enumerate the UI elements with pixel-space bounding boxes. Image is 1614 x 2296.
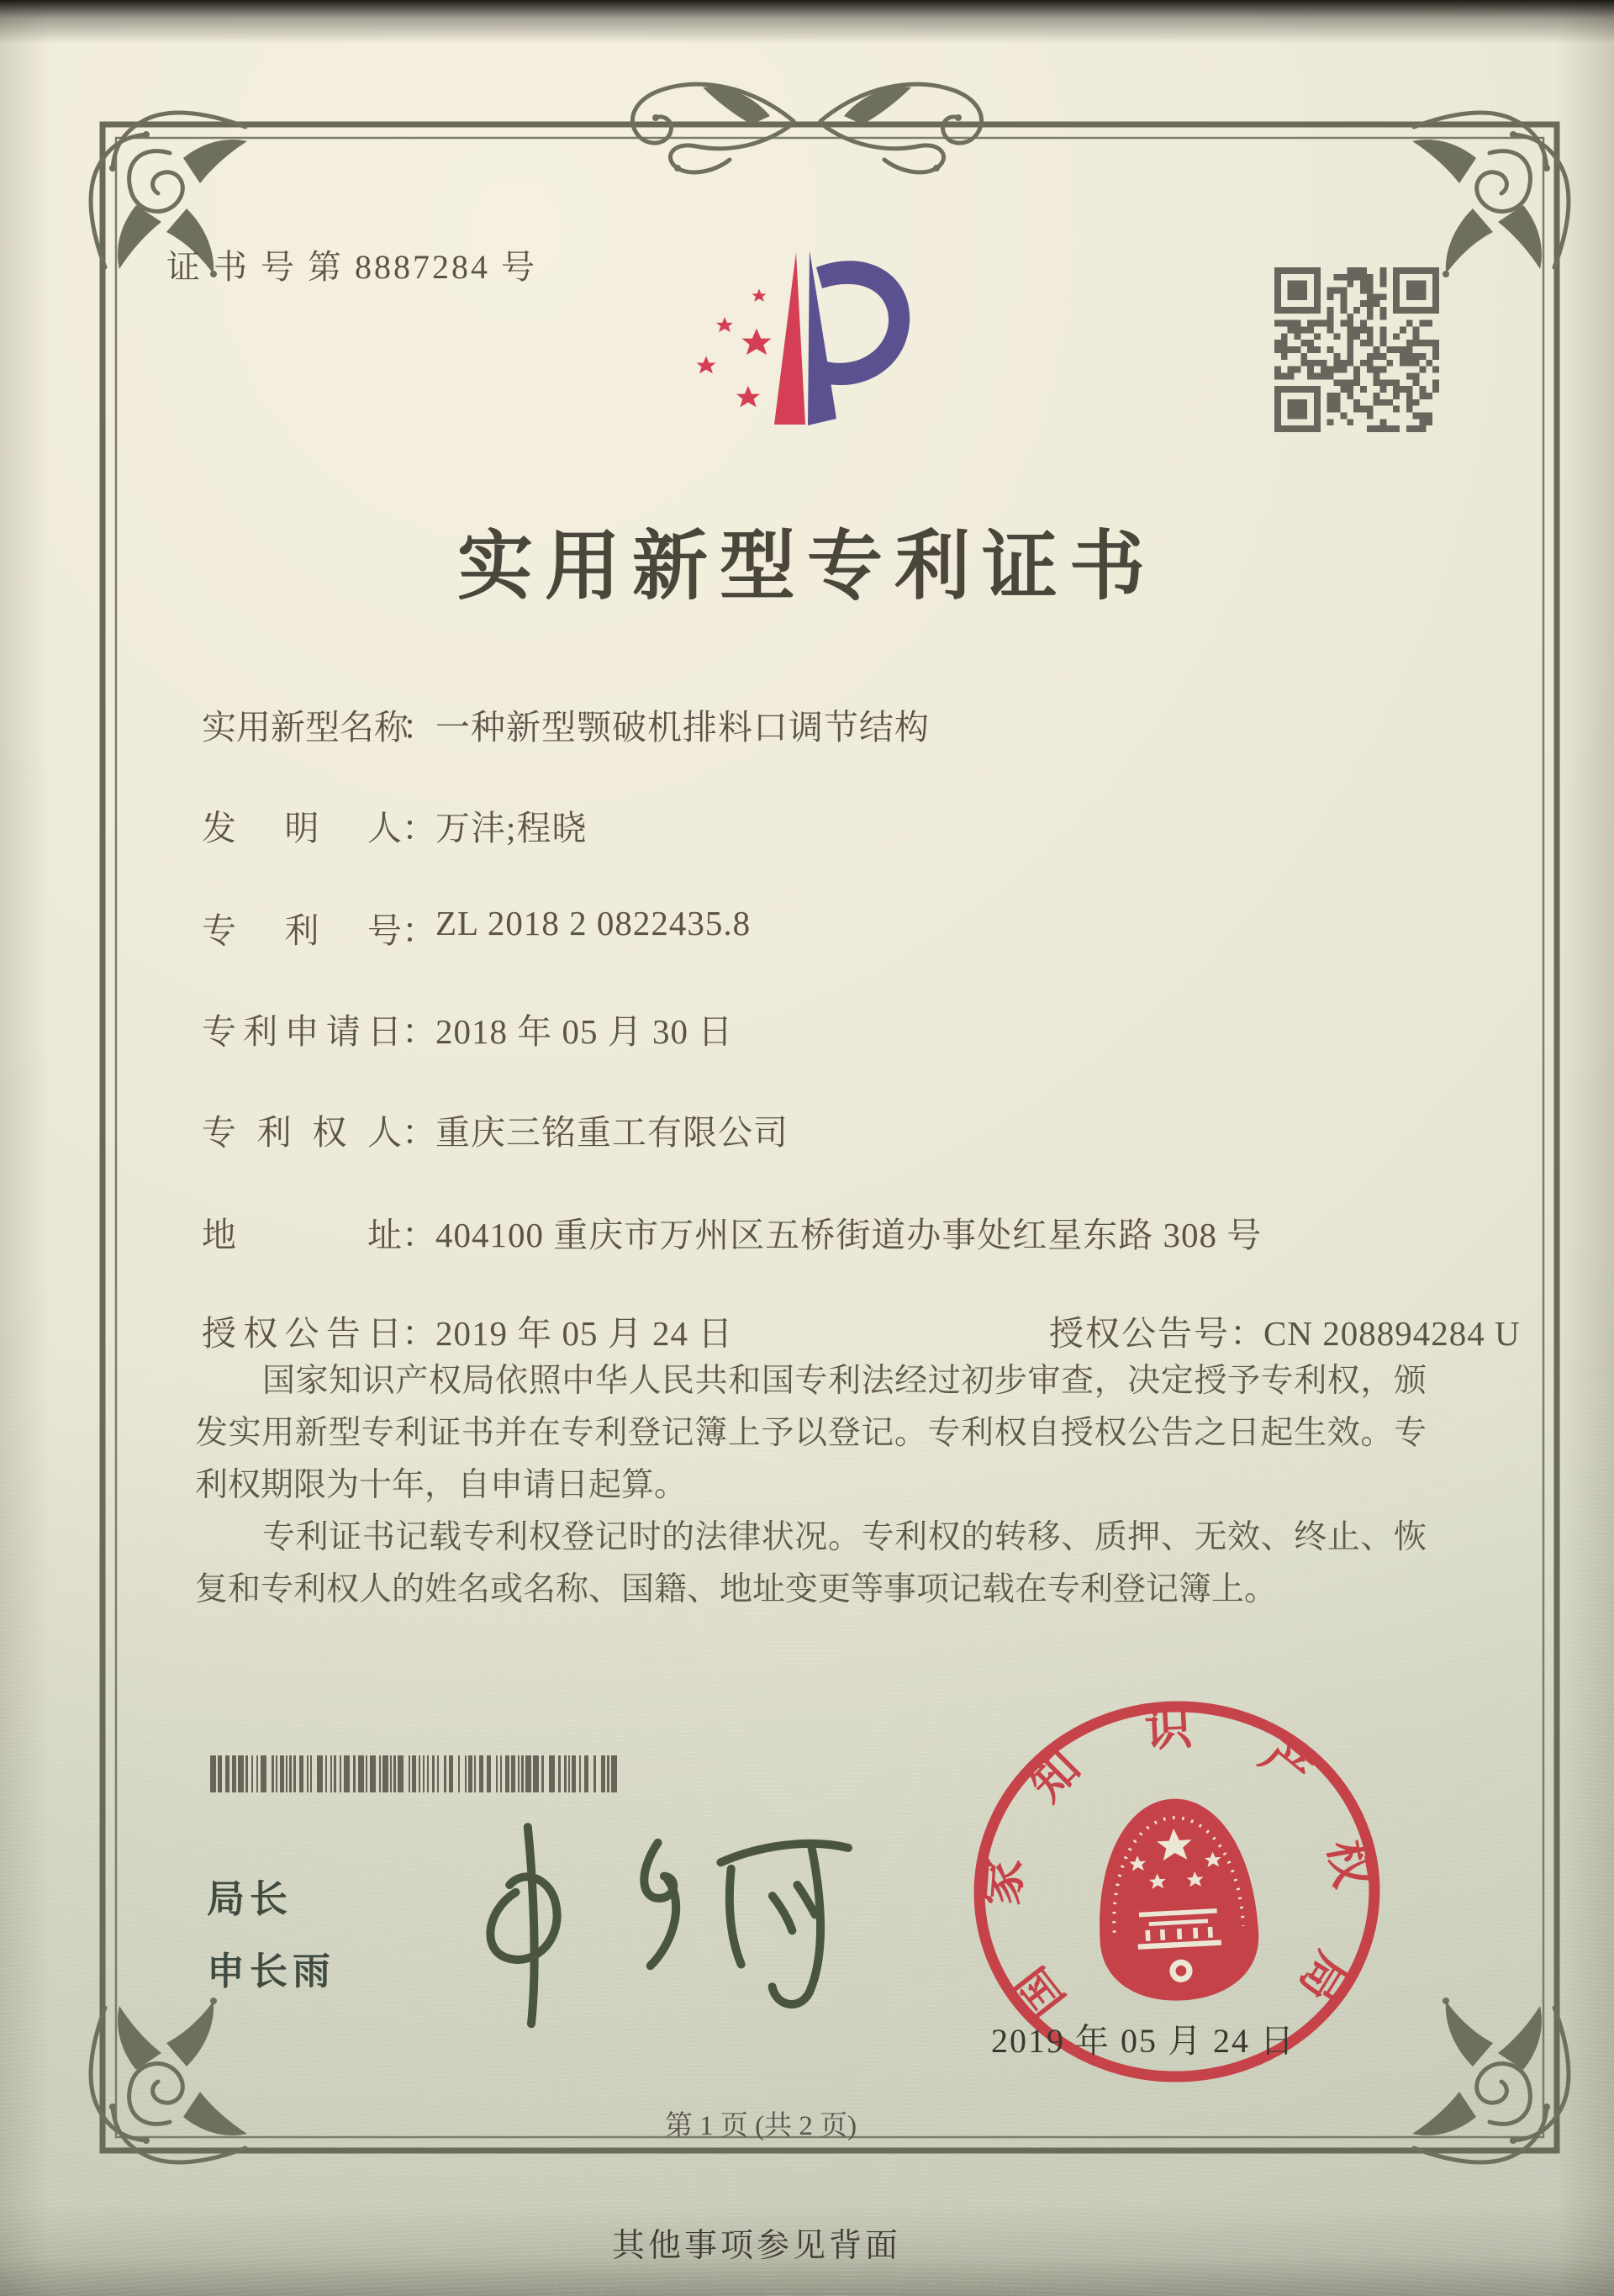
svg-text:权: 权 bbox=[1318, 1836, 1378, 1892]
field-value: ZL 2018 2 0822435.8 bbox=[435, 904, 752, 942]
top-center-ornament-icon bbox=[820, 84, 982, 172]
svg-text:产: 产 bbox=[1251, 1729, 1321, 1800]
field-label: 实用新型名称 bbox=[202, 708, 409, 747]
field-colon: ： bbox=[402, 1113, 436, 1152]
page-number: 第 1 页 (共 2 页) bbox=[664, 2111, 857, 2141]
field-label: 发明人 bbox=[202, 809, 402, 847]
field-colon: ： bbox=[1230, 1314, 1264, 1353]
field-label: 专利申请日 bbox=[202, 1012, 402, 1051]
field-row-filing-date bbox=[202, 1004, 733, 1053]
director-name: 申长雨 bbox=[207, 1950, 336, 1993]
svg-text:国: 国 bbox=[1005, 1956, 1075, 2027]
national-emblem-icon bbox=[1093, 1795, 1262, 2005]
director-signature bbox=[433, 1792, 878, 2059]
field-row-address bbox=[202, 1207, 1262, 1257]
field-label: 授权公告号 bbox=[1049, 1314, 1230, 1353]
body-paragraph-2: 专利证书记载专利权登记时的法律状况。专利权的转移、质押、无效、终止、恢复和专利权人的姓名或名称、国籍、地址变更等事项记载在专利登记簿上。 bbox=[195, 1519, 1427, 1607]
top-center-ornament-icon bbox=[632, 84, 794, 172]
field-value: CN 208894284 U bbox=[1263, 1314, 1521, 1353]
grant-announcement-number bbox=[1049, 1306, 1521, 1355]
field-label: 授权公告日 bbox=[202, 1314, 402, 1353]
svg-text:局: 局 bbox=[1289, 1943, 1358, 2011]
field-colon: ： bbox=[402, 1012, 436, 1051]
field-row-inventor bbox=[202, 800, 587, 850]
field-colon: ： bbox=[402, 708, 436, 747]
field-label: 专利权人 bbox=[202, 1113, 402, 1152]
field-colon: ： bbox=[402, 911, 436, 950]
field-value: 2018 年 05 月 30 日 bbox=[435, 1012, 734, 1051]
certificate-title: 实用新型专利证书 bbox=[457, 525, 1157, 609]
cnipa-logo-icon bbox=[696, 245, 923, 437]
field-row-grant bbox=[202, 1306, 1521, 1355]
certificate-number: 证 书 号 第 8887284 号 bbox=[166, 248, 537, 286]
field-value: 2019 年 05 月 24 日 bbox=[435, 1314, 734, 1353]
svg-text:知: 知 bbox=[1020, 1741, 1091, 1812]
field-label: 地址 bbox=[202, 1216, 402, 1254]
director-title: 局长 bbox=[207, 1877, 293, 1920]
field-value: 404100 重庆市万州区五桥街道办事处红星东路 308 号 bbox=[435, 1216, 1263, 1254]
field-value: 一种新型颚破机排料口调节结构 bbox=[435, 708, 930, 747]
field-value: 万沣;程晓 bbox=[435, 809, 588, 847]
field-row-patentee bbox=[202, 1105, 789, 1154]
field-row-patent-number bbox=[202, 903, 751, 953]
field-value: 重庆三铭重工有限公司 bbox=[435, 1113, 789, 1152]
field-row-utility-model-name bbox=[202, 699, 930, 749]
field-colon: ： bbox=[402, 1314, 436, 1353]
svg-text:识: 识 bbox=[1143, 1702, 1194, 1757]
field-label: 专利号 bbox=[202, 911, 402, 950]
barcode bbox=[210, 1755, 618, 1792]
field-colon: ： bbox=[402, 1216, 436, 1254]
field-colon: ： bbox=[402, 809, 436, 847]
svg-text:家: 家 bbox=[976, 1856, 1032, 1908]
legal-text bbox=[195, 1355, 1427, 1616]
seal-date: 2019 年 05 月 24 日 bbox=[991, 2022, 1295, 2060]
body-paragraph-1: 国家知识产权局依照中华人民共和国专利法经过初步审查，决定授予专利权，颁发实用新型专利证书并在专利登记簿上予以登记。专利权自授权公告之日起生效。专利权期限为十年，自申请日起算。 bbox=[195, 1363, 1427, 1503]
qr-code bbox=[1274, 267, 1439, 432]
footer-note: 其他事项参见背面 bbox=[611, 2228, 901, 2264]
